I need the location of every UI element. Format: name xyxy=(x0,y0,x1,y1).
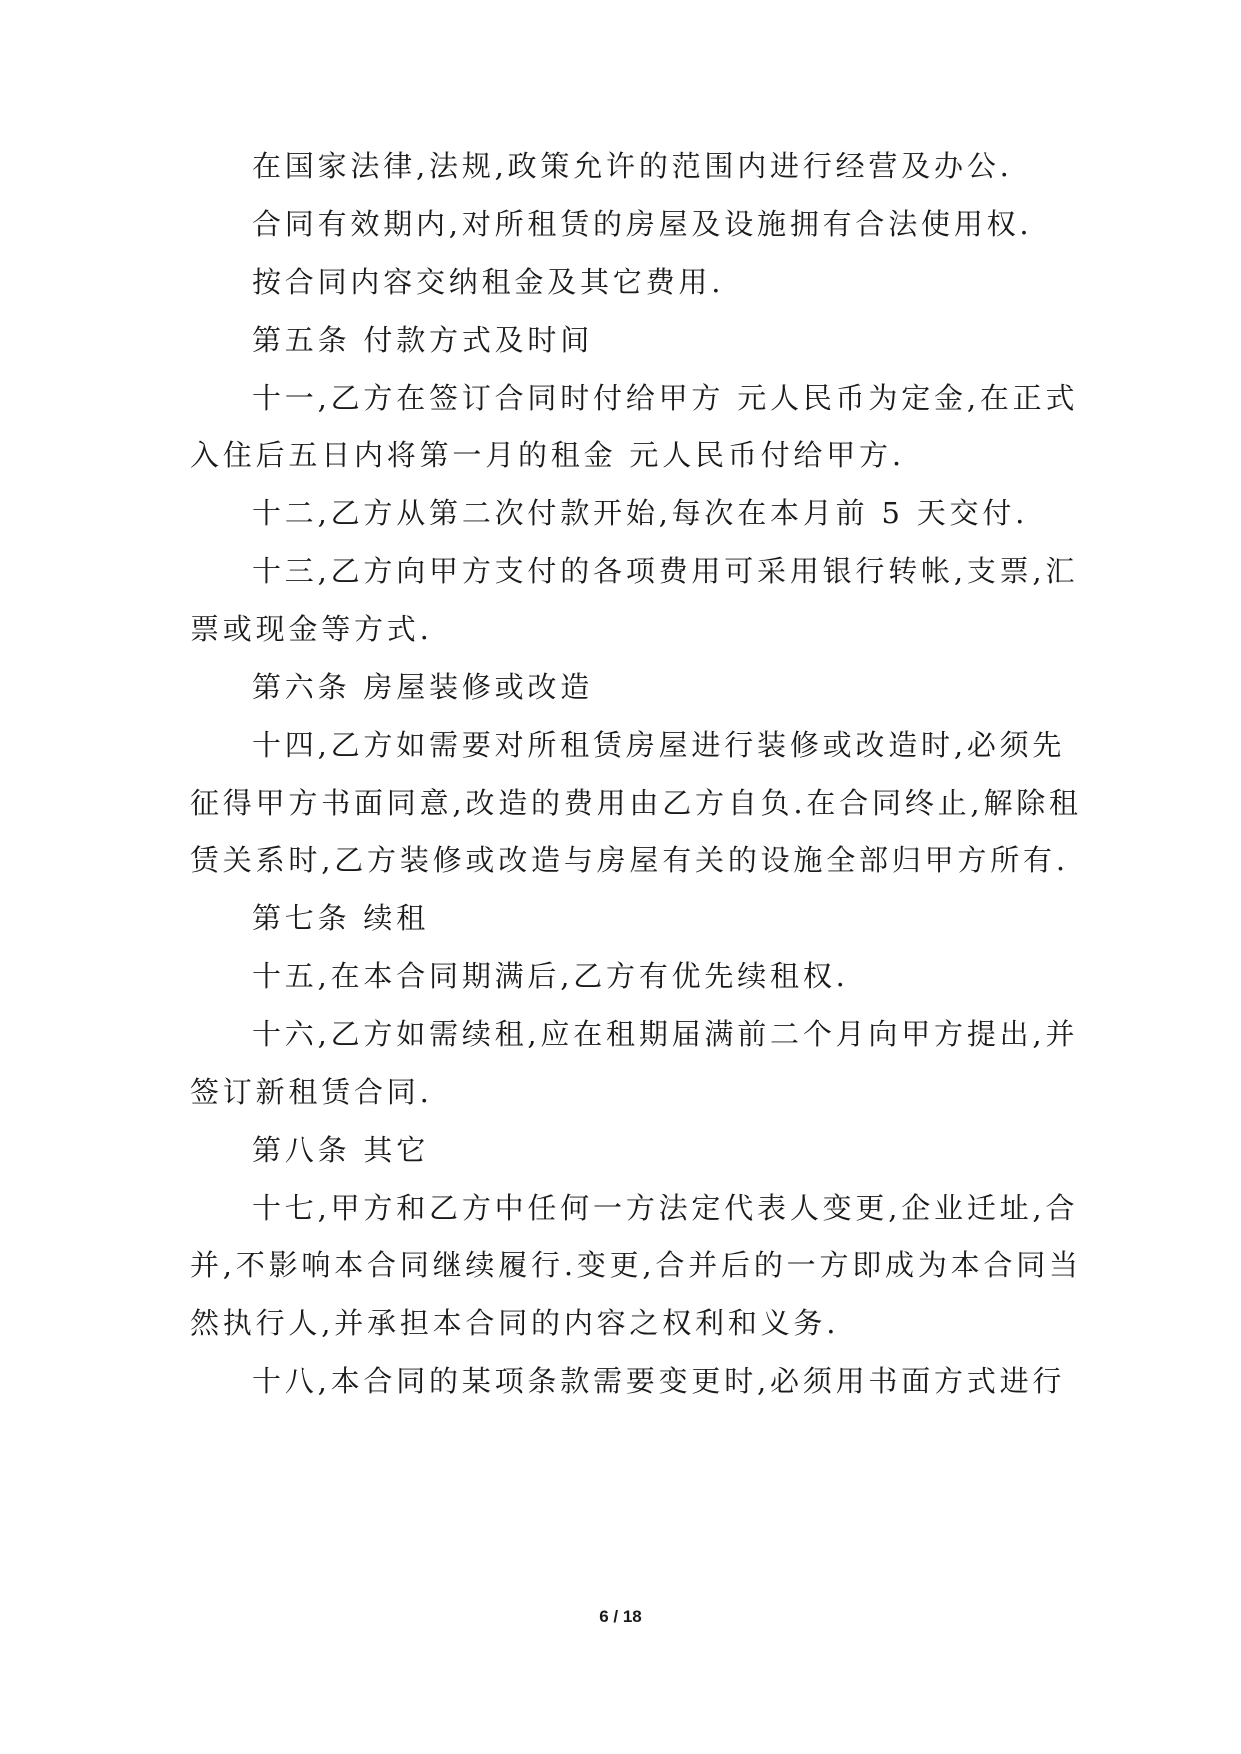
paragraph-line: 赁关系时,乙方装修或改造与房屋有关的设施全部归甲方所有. xyxy=(190,843,1069,877)
paragraph-line: 十二,乙方从第二次付款开始,每次在本月前 5 天交付. xyxy=(252,496,1029,530)
section-heading: 第八条 其它 xyxy=(252,1133,430,1167)
section-heading: 第五条 付款方式及时间 xyxy=(252,323,594,357)
paragraph-line: 签订新租赁合同. xyxy=(190,1075,433,1109)
paragraph-line: 十六,乙方如需续租,应在租期届满前二个月向甲方提出,并 xyxy=(252,1017,1079,1051)
section-heading: 第七条 续租 xyxy=(252,901,430,935)
paragraph-line: 票或现金等方式. xyxy=(190,612,433,646)
paragraph-line: 按合同内容交纳租金及其它费用. xyxy=(252,265,725,299)
page-number: 6 / 18 xyxy=(599,1607,642,1626)
paragraph-line: 征得甲方书面同意,改造的费用由乙方自负.在合同终止,解除租 xyxy=(190,786,1082,820)
paragraph-line: 十八,本合同的某项条款需要变更时,必须用书面方式进行 xyxy=(252,1364,1066,1398)
paragraph-line: 十七,甲方和乙方中任何一方法定代表人变更,企业迁址,合 xyxy=(252,1191,1079,1225)
paragraph-line: 在国家法律,法规,政策允许的范围内进行经营及办公. xyxy=(252,149,1013,183)
paragraph-line: 十五,在本合同期满后,乙方有优先续租权. xyxy=(252,959,849,993)
paragraph-line: 十四,乙方如需要对所租赁房屋进行装修或改造时,必须先 xyxy=(252,728,1066,762)
paragraph-line: 合同有效期内,对所租赁的房屋及设施拥有合法使用权. xyxy=(252,207,1033,241)
paragraph-line: 入住后五日内将第一月的租金 元人民币付给甲方. xyxy=(190,438,905,472)
paragraph-line: 十一,乙方在签订合同时付给甲方 元人民币为定金,在正式 xyxy=(252,381,1079,415)
paragraph-line: 然执行人,并承担本合同的内容之权利和义务. xyxy=(190,1306,840,1340)
section-heading: 第六条 房屋装修或改造 xyxy=(252,670,594,704)
paragraph-line: 十三,乙方向甲方支付的各项费用可采用银行转帐,支票,汇 xyxy=(252,554,1079,588)
paragraph-line: 并,不影响本合同继续履行.变更,合并后的一方即成为本合同当 xyxy=(190,1248,1082,1282)
